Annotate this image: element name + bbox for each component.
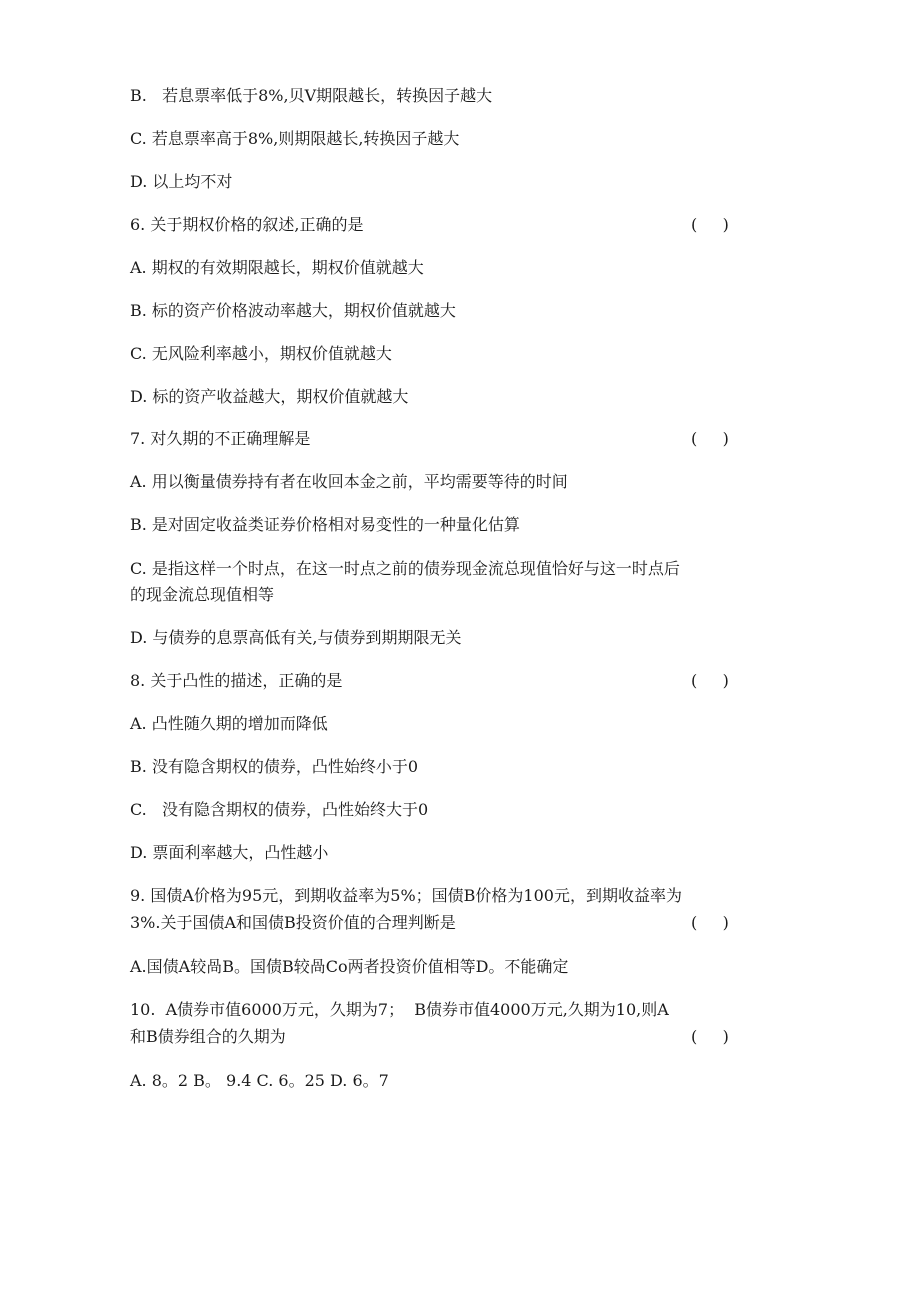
q9-options: A.国债A较咼B。国债B较咼Co两者投资价值相等D。不能确定 bbox=[130, 957, 569, 976]
q7-option-c: C. 是指这样一个时点，在这一时点之前的债券现金流总现值恰好与这一时点后 bbox=[130, 559, 680, 578]
q8-option-b: B. 没有隐含期权的债券，凸性始终小于0 bbox=[130, 757, 419, 776]
q9-stem-cont: 3%.关于国债A和国债B投资价值的合理判断是 bbox=[130, 913, 456, 932]
q6-option-d: D. 标的资产收益越大，期权价值就越大 bbox=[130, 387, 409, 406]
q5-option-d: D. 以上均不对 bbox=[130, 172, 233, 191]
q6-stem: 6. 关于期权价格的叙述,正确的是 bbox=[130, 215, 364, 234]
q6-option-b: B. 标的资产价格波动率越大，期权价值就越大 bbox=[130, 301, 456, 320]
q9-stem: 9. 国债A价格为95元，到期收益率为5%；国债B价格为100元，到期收益率为 bbox=[130, 886, 682, 905]
q8-stem: 8. 关于凸性的描述，正确的是 bbox=[130, 671, 343, 690]
q7-option-a: A. 用以衡量债券持有者在收回本金之前，平均需要等待的时间 bbox=[130, 472, 568, 491]
q6-answer-blank: ( ) bbox=[691, 215, 729, 234]
q8-option-a: A. 凸性随久期的增加而降低 bbox=[130, 714, 328, 733]
q7-option-d: D. 与债券的息票高低有关,与债券到期期限无关 bbox=[130, 628, 462, 647]
q8-answer-blank: ( ) bbox=[691, 671, 729, 690]
q10-answer-blank: ( ) bbox=[691, 1027, 729, 1046]
q9-answer-blank: ( ) bbox=[691, 913, 729, 932]
q10-stem-cont: 和B债券组合的久期为 bbox=[130, 1027, 286, 1046]
q10-stem: 10. A债券市值6000万元，久期为7； B债券市值4000万元,久期为10,则A bbox=[130, 1000, 669, 1019]
q7-answer-blank: ( ) bbox=[691, 429, 729, 448]
q8-option-c: C. 没有隐含期权的债券，凸性始终大于0 bbox=[130, 800, 429, 819]
q6-option-c: C. 无风险利率越小，期权价值就越大 bbox=[130, 344, 392, 363]
q10-options: A. 8。2 B。 9.4 C. 6。25 D. 6。7 bbox=[130, 1071, 389, 1090]
q5-option-b: B. 若息票率低于8%,贝V期限越长，转换因子越大 bbox=[130, 86, 493, 105]
q5-option-c: C. 若息票率高于8%,则期限越长,转换因子越大 bbox=[130, 129, 460, 148]
q8-option-d: D. 票面利率越大，凸性越小 bbox=[130, 843, 329, 862]
q7-option-b: B. 是对固定收益类证券价格相对易变性的一种量化估算 bbox=[130, 515, 520, 534]
q6-option-a: A. 期权的有效期限越长，期权价值就越大 bbox=[130, 258, 424, 277]
q7-option-c-cont: 的现金流总现值相等 bbox=[130, 585, 275, 604]
q7-stem: 7. 对久期的不正确理解是 bbox=[130, 429, 311, 448]
